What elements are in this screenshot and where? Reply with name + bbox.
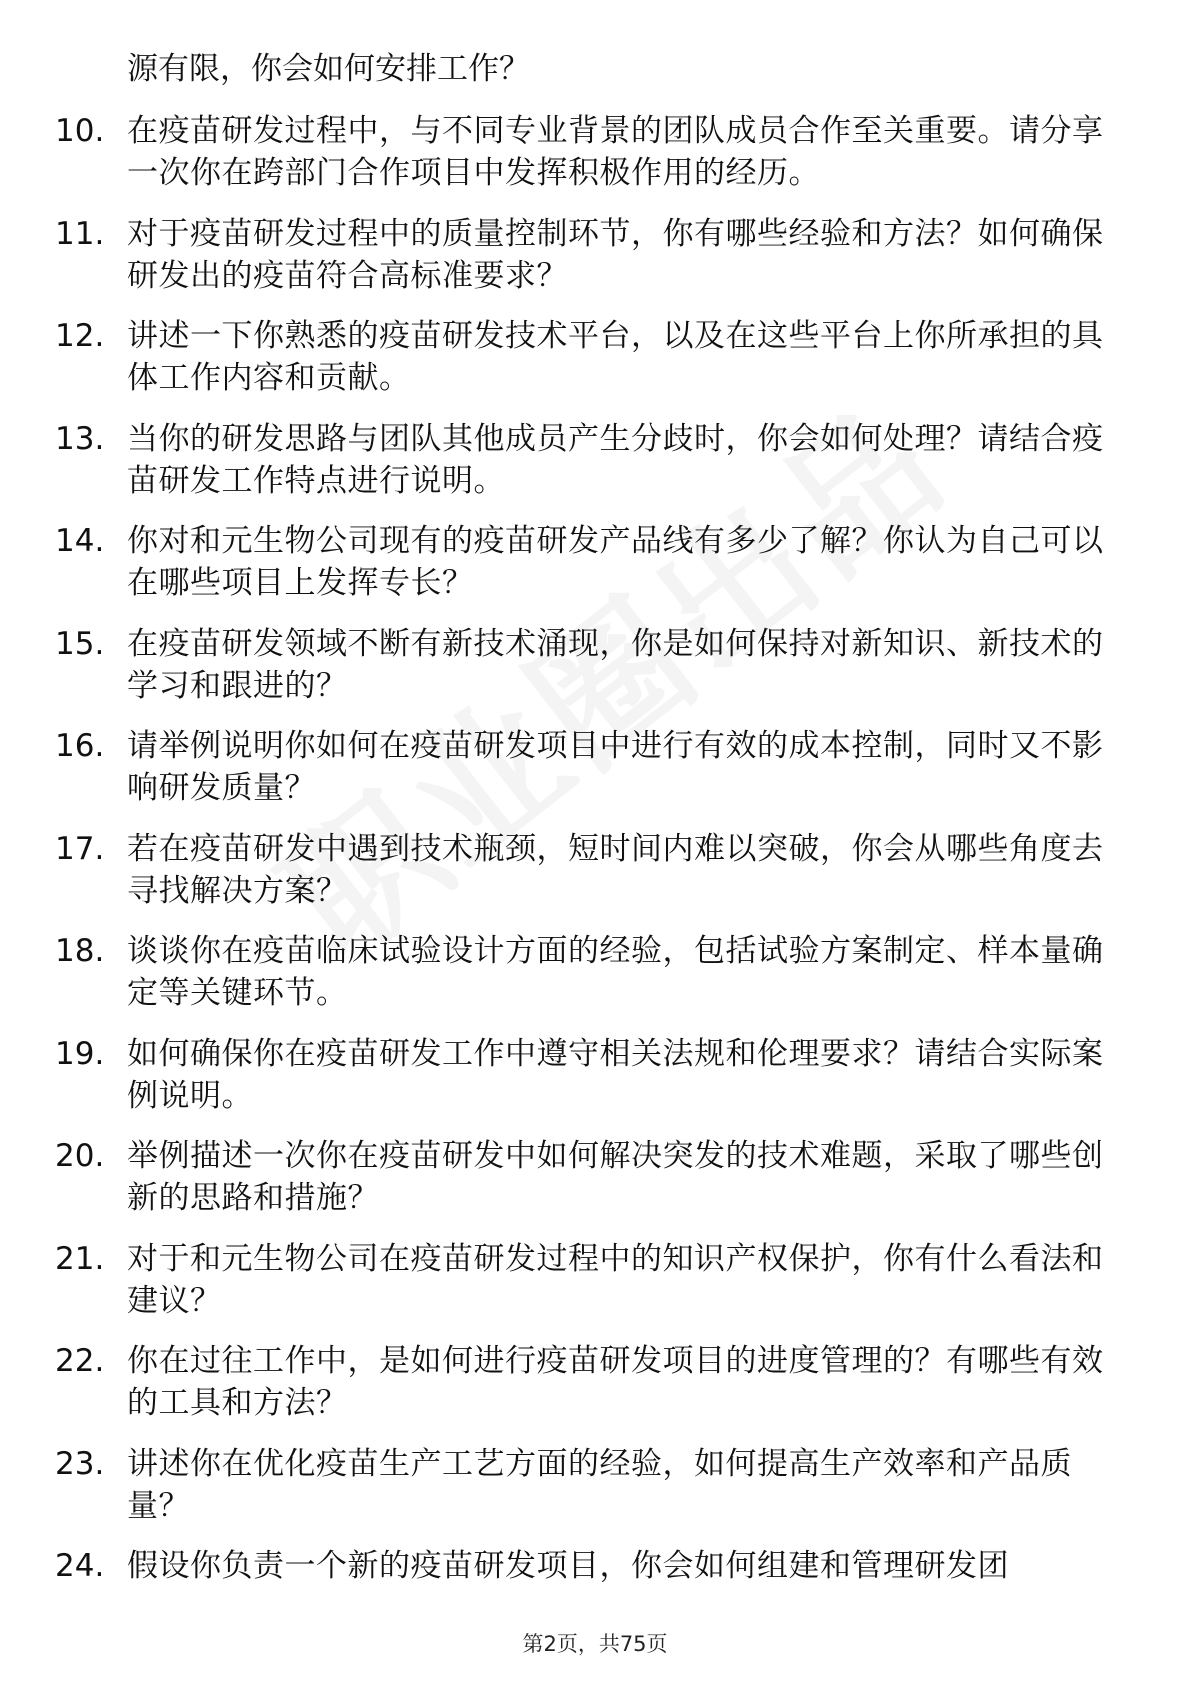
question-number: 20. xyxy=(55,1138,105,1174)
question-item xyxy=(55,1238,1115,1341)
question-number: 22. xyxy=(55,1343,105,1379)
question-item xyxy=(55,315,1115,418)
question-number: 18. xyxy=(55,933,105,969)
question-text: 讲述你在优化疫苗生产工艺方面的经验，如何提高生产效率和产品质量？ xyxy=(127,1445,1072,1524)
question-item xyxy=(55,930,1115,1033)
question-number: 10. xyxy=(55,113,105,149)
question-item xyxy=(55,1443,1115,1546)
question-number: 21. xyxy=(55,1240,105,1277)
question-number: 17. xyxy=(55,830,105,867)
question-item xyxy=(55,520,1115,623)
question-item xyxy=(55,725,1115,828)
question-list xyxy=(55,110,1115,1648)
continued-question-text: 源有限，你会如何安排工作？ xyxy=(127,51,530,87)
question-text: 你在过往工作中，是如何进行疫苗研发项目的进度管理的？有哪些有效的工具和方法？ xyxy=(127,1343,1104,1421)
question-item xyxy=(55,213,1115,316)
question-number: 23. xyxy=(55,1445,105,1482)
question-item xyxy=(55,1033,1115,1136)
question-text: 对于和元生物公司在疫苗研发过程中的知识产权保护，你有什么看法和建议？ xyxy=(127,1240,1104,1319)
question-text: 对于疫苗研发过程中的质量控制环节，你有哪些经验和方法？如何确保研发出的疫苗符合高标准要求？ xyxy=(127,215,1104,294)
question-text: 谈谈你在疫苗临床试验设计方面的经验，包括试验方案制定、样本量确定等关键环节。 xyxy=(127,933,1104,1011)
question-text: 当你的研发思路与团队其他成员产生分歧时，你会如何处理？请结合疫苗研发工作特点进行说明。 xyxy=(127,420,1104,499)
question-number: 15. xyxy=(55,625,105,662)
question-number: 14. xyxy=(55,523,105,559)
question-text: 若在疫苗研发中遇到技术瓶颈，短时间内难以突破，你会从哪些角度去寻找解决方案？ xyxy=(127,830,1104,909)
question-number: 12. xyxy=(55,318,105,354)
page-footer: 第2页，共75页 xyxy=(522,1632,668,1656)
question-item xyxy=(55,828,1115,931)
question-item xyxy=(55,623,1115,726)
question-item xyxy=(55,418,1115,521)
question-text: 举例描述一次你在疫苗研发中如何解决突发的技术难题，采取了哪些创新的思路和措施？ xyxy=(127,1138,1104,1216)
question-number: 19. xyxy=(55,1035,105,1072)
question-item xyxy=(55,1340,1115,1443)
question-text: 请举例说明你如何在疫苗研发项目中进行有效的成本控制，同时又不影响研发质量？ xyxy=(127,728,1104,806)
question-number: 11. xyxy=(55,215,105,252)
question-number: 24. xyxy=(55,1548,105,1584)
question-number: 16. xyxy=(55,728,105,764)
question-text: 如何确保你在疫苗研发工作中遵守相关法规和伦理要求？请结合实际案例说明。 xyxy=(127,1035,1104,1114)
question-text: 讲述一下你熟悉的疫苗研发技术平台，以及在这些平台上你所承担的具体工作内容和贡献。 xyxy=(127,318,1104,396)
question-text: 在疫苗研发过程中，与不同专业背景的团队成员合作至关重要。请分享一次你在跨部门合作项目中发挥积极作用的经历。 xyxy=(127,113,1104,191)
question-text: 在疫苗研发领域不断有新技术涌现，你是如何保持对新知识、新技术的学习和跟进的？ xyxy=(127,625,1104,704)
question-number: 13. xyxy=(55,420,105,457)
question-text: 假设你负责一个新的疫苗研发项目，你会如何组建和管理研发团 xyxy=(127,1548,1009,1584)
question-text: 你对和元生物公司现有的疫苗研发产品线有多少了解？你认为自己可以在哪些项目上发挥专长？ xyxy=(127,523,1104,601)
question-item xyxy=(55,1135,1115,1238)
question-item xyxy=(55,110,1115,213)
